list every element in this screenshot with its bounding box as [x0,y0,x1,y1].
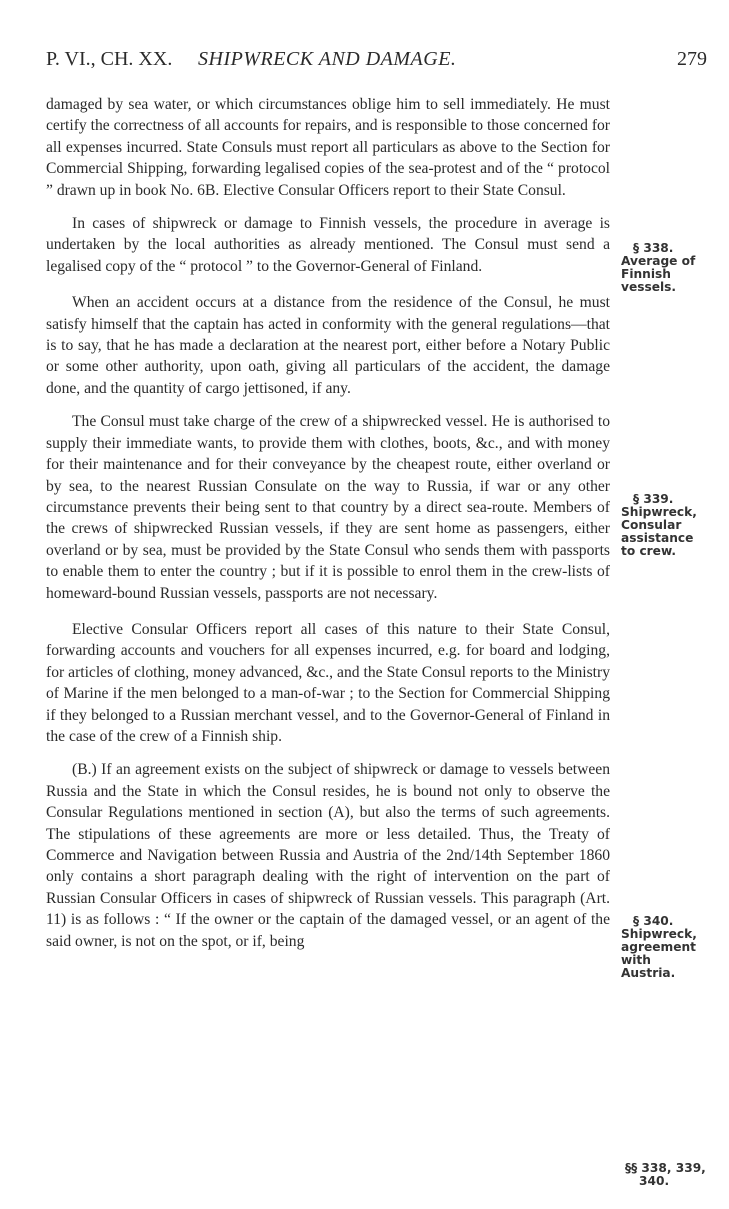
sidenote-340 [621,915,721,980]
sidenote-line: assistance [621,531,694,545]
sidenote-339 [621,493,721,558]
sidenote-line: Consular [621,518,682,532]
sidenote-line: Shipwreck, [621,505,697,519]
page-number: 279 [677,48,707,70]
sidenote-line: Average of [621,254,696,268]
sidenote-line: vessels. [621,280,677,294]
body-text [46,94,610,952]
paragraph: When an accident occurs at a distance from the residence of the Consul, he must satisfy himself that the captain has acted in conformity with the general regulations—that is to say, that he has made a declaration at the nearest port, either before a Notary Public or some other authority, upon oath, giving all particulars of the accident, the damage done, and the quantity of cargo jettisoned, if any. [46,294,610,397]
sidenote-line: Shipwreck, [621,927,697,941]
sidenote-footer-refs [625,1162,725,1188]
paragraph: The Consul must take charge of the crew of a shipwrecked vessel. He is authorised to supply their immediate wants, to provide them with clothes, boots, &c., and with money for their maintenance and for their conveyance by the cheapest route, either overland or by sea, to the nearest Russian Consulate on the way to Russia, if war or any other circumstance prevents their being sent to that country by a direct sea-route. Members of the crews of shipwrecked Russian vessels, if they are sent home as passengers, either overland or by sea, must be provided by the State Consul who sends them with passports to enable them to enter the country ; but if it is possible to enrol them in the crew-lists of homeward-bound Russian vessels, passports are not necessary. [46,413,610,602]
sidenote-line: Finnish [621,267,671,281]
chapter-ref: P. VI., CH. XX. [46,48,173,70]
sidenote-line: with [621,953,651,967]
paragraph: (B.) If an agreement exists on the subject of shipwreck or damage to vessels between Russia and the State in which the Consul resides, he is bound not only to observe the Consular Regulations mentioned in section (A), but also the terms of such agreements. The stipulations of these agreements are more or less detailed. Thus, the Treaty of Commerce and Navigation between Russia and Austria of the 2nd/14th September 1860 only contains a short paragraph dealing with the right of intervention on the part of Russian Consular Officers in cases of shipwreck of Russian vessels. This paragraph (Art. 11) is as follows : “ If the owner or the captain of the damaged vessel, or an agent of the said owner, is not on the spot, or if, being [46,761,610,950]
sidenote-line: agreement [621,940,696,954]
paragraph: damaged by sea water, or which circumstances oblige him to sell immediately. He must certify the correctness of all accounts for repairs, and is responsible to those concerned for all expenses incurred. State Consuls must report all particulars as above to the Section for Commercial Shipping, forwarding legalised copies of the sea-protest and of the “ protocol ” drawn up in book No. 6B. Elective Consular Officers report to their State Consul. [46,96,610,199]
sidenote-line: §§ 338, 339, [625,1161,706,1175]
sidenote-line: 340. [639,1174,670,1188]
sidenote-section: § 339. [633,492,674,506]
sidenote-section: § 338. [633,241,674,255]
sidenote-section: § 340. [633,914,674,928]
sidenote-line: Austria. [621,966,676,980]
paragraph: Elective Consular Officers report all cases of this nature to their State Consul, forwarding accounts and vouchers for all expenses incurred, e.g. for board and lodging, for articles of clothing, money advanced, &c., and the State Consul reports to the Ministry of Marine if the men belonged to a man-of-war ; to the Section for Commercial Shipping if they belonged to a Russian merchant vessel, and to the Governor-General of Finland in the case of the crew of a Finnish ship. [46,620,610,745]
page-title: SHIPWRECK AND DAMAGE. [198,48,457,70]
paragraph: In cases of shipwreck or damage to Finnish vessels, the procedure in average is undertaken by the local authorities as already mentioned. The Consul must send a legalised copy of the “ protocol ” to the Governor-General of Finland. [46,215,610,275]
sidenote-338 [621,242,721,294]
sidenote-line: to crew. [621,544,677,558]
running-header [46,48,711,78]
